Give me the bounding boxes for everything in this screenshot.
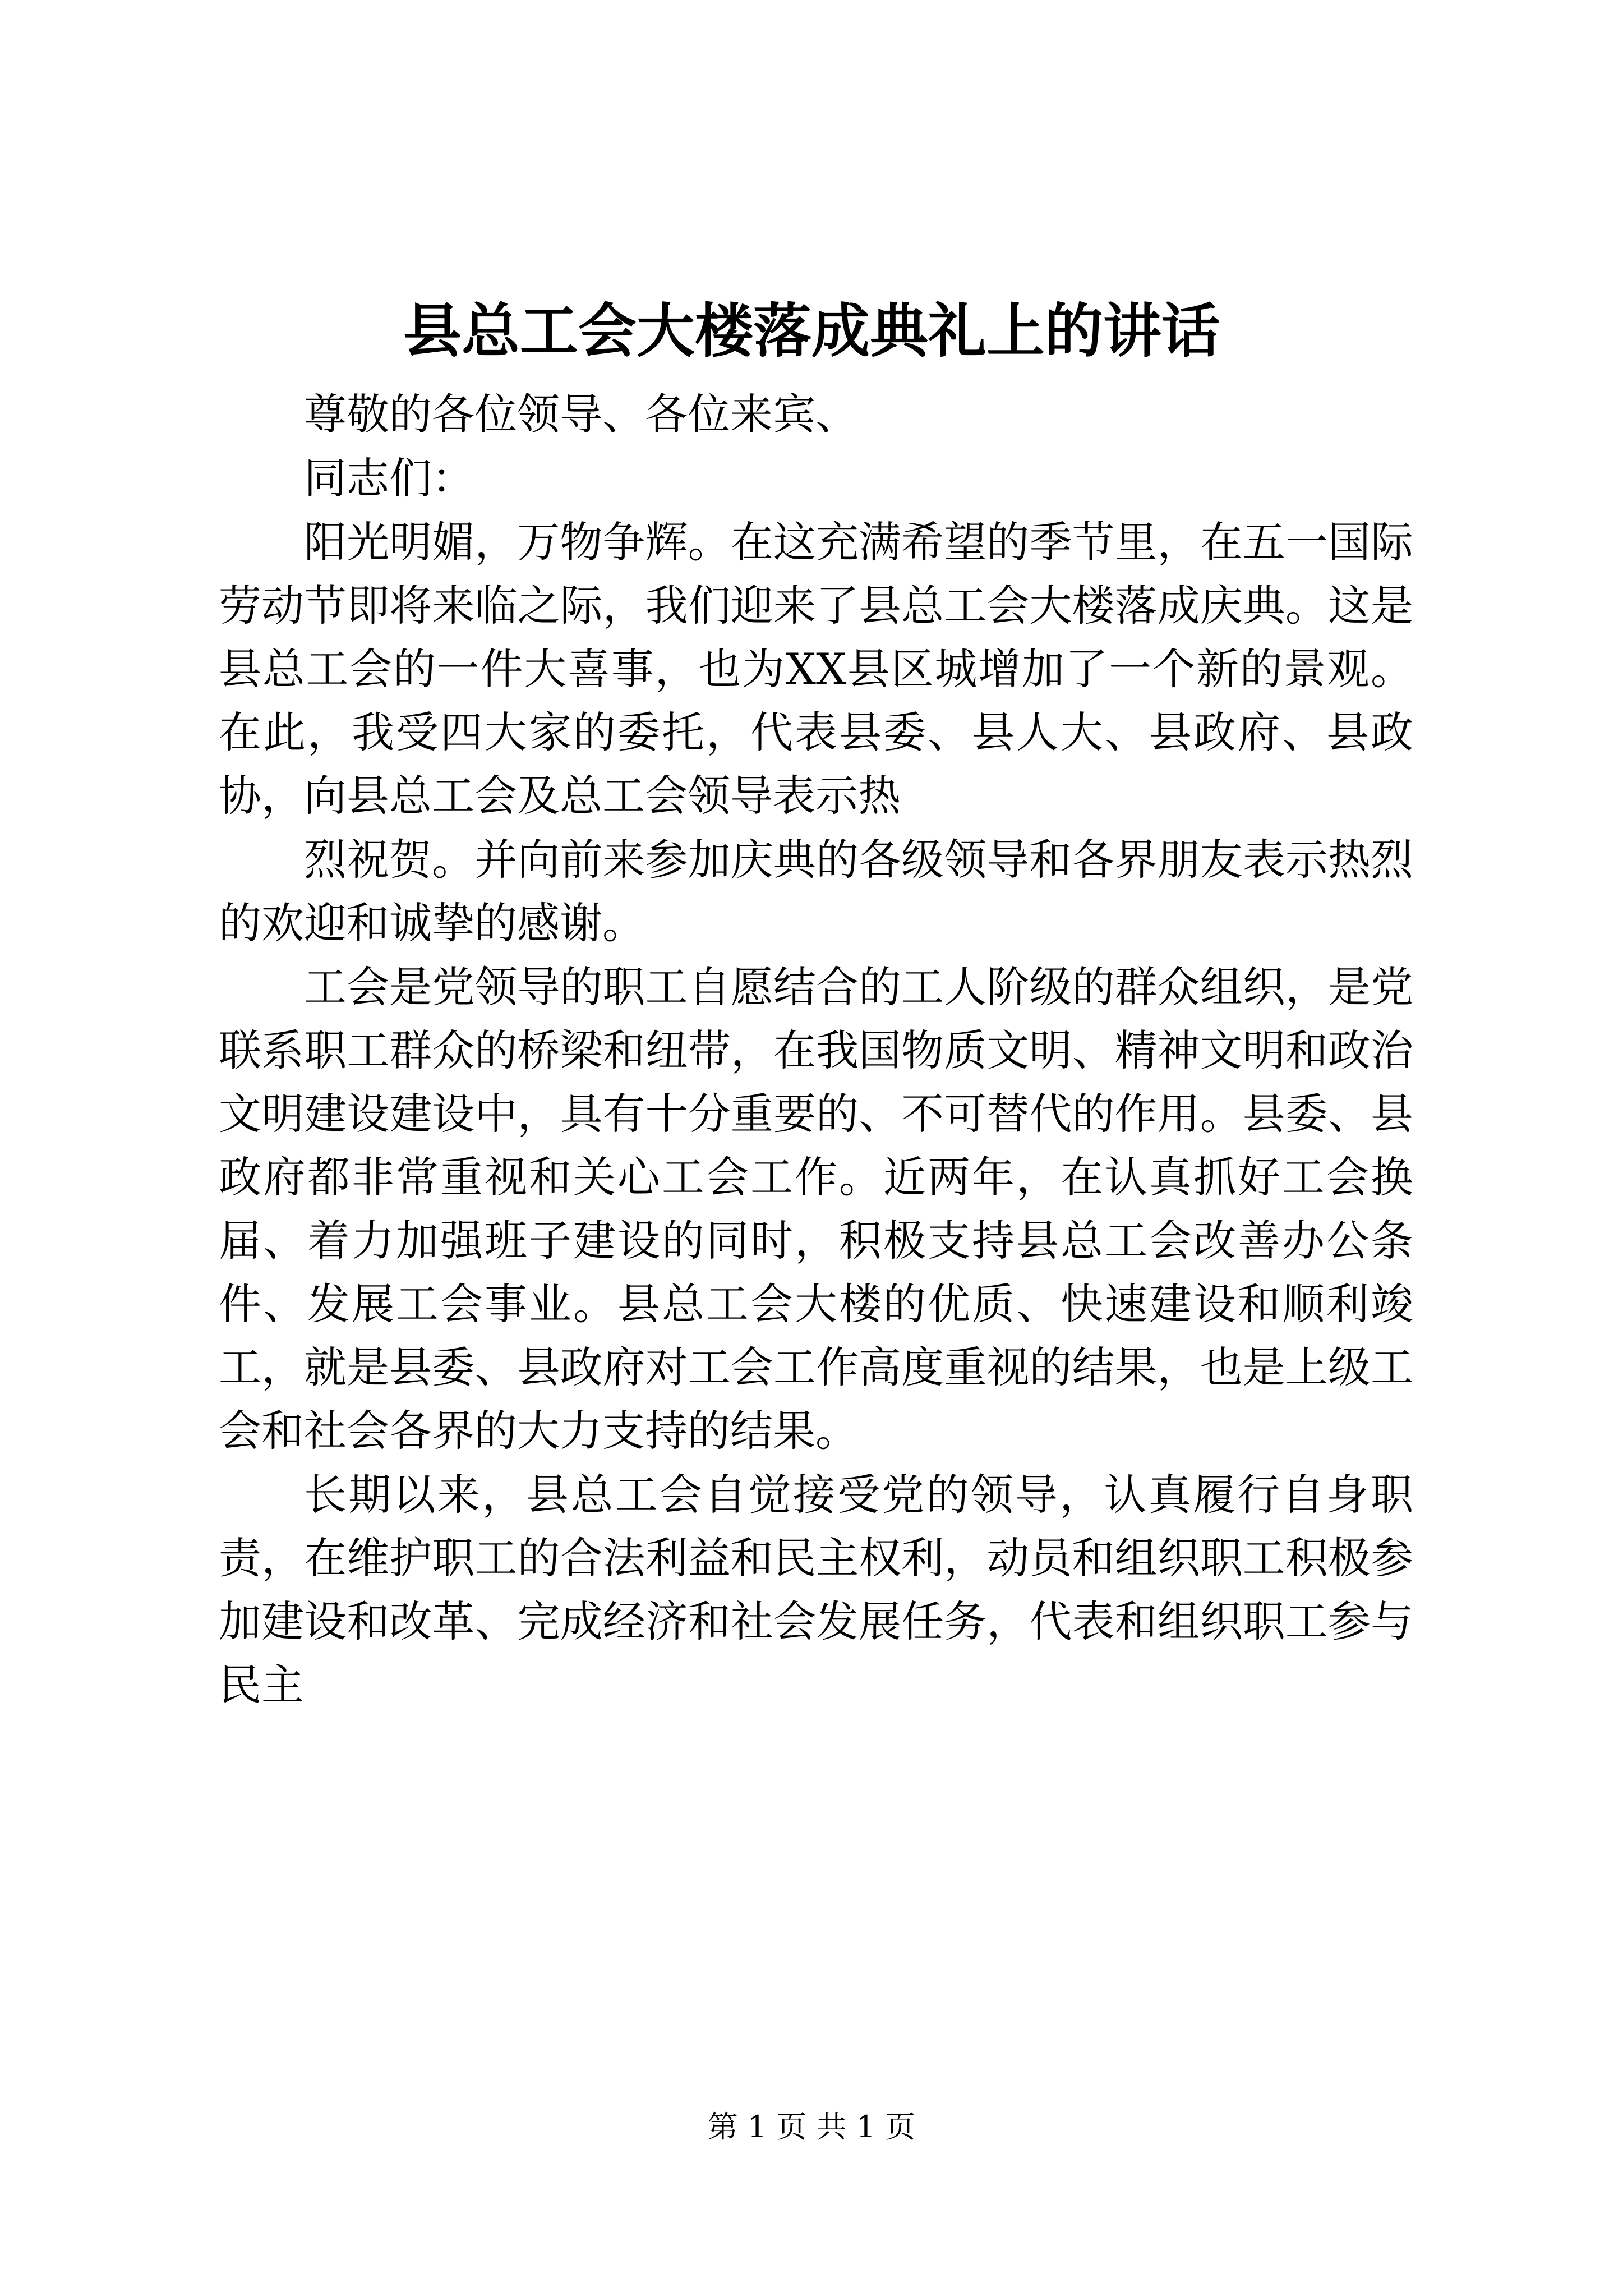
- document-title: 县总工会大楼落成典礼上的讲话: [403, 296, 1220, 365]
- page-footer: 第 1 页 共 1 页: [707, 2109, 916, 2145]
- salutation-line: 同志们：: [304, 453, 474, 503]
- body-paragraph: 阳光明媚，万物争辉。在这充满希望的季节里，在五一国际劳动节即将来临之际，我们迎来了县总工会大楼落成庆典。这是县总工会的一件大喜事，也为XX县区城增加了一个新的景观。在此，我受四大家的委托，代表县委、县人大、县政府、县政协，向县总工会及总工会领导表示热: [219, 517, 1413, 821]
- body-paragraph: 工会是党领导的职工自愿结合的工人阶级的群众组织，是党联系职工群众的桥梁和纽带，在我国物质文明、精神文明和政治文明建设建设中，具有十分重要的、不可替代的作用。县委、县政府都非常重视和关心工会工作。近两年，在认真抓好工会换届、着力加强班子建设的同时，积极支持县总工会改善办公条件、发展工会事业。县总工会大楼的优质、快速建设和顺利竣工，就是县委、县政府对工会工作高度重视的结果，也是上级工会和社会各界的大力支持的结果。: [219, 962, 1413, 1456]
- body-paragraph: 长期以来，县总工会自觉接受党的领导，认真履行自身职责，在维护职工的合法利益和民主权利，动员和组织职工积极参加建设和改革、完成经济和社会发展任务，代表和组织职工参与民主: [219, 1470, 1413, 1710]
- document-body: [219, 383, 1413, 1717]
- salutation-line: 尊敬的各位领导、各位来宾、: [304, 389, 858, 439]
- body-paragraph: 烈祝贺。并向前来参加庆典的各级领导和各界朋友表示热烈的欢迎和诚挚的感谢。: [219, 835, 1413, 948]
